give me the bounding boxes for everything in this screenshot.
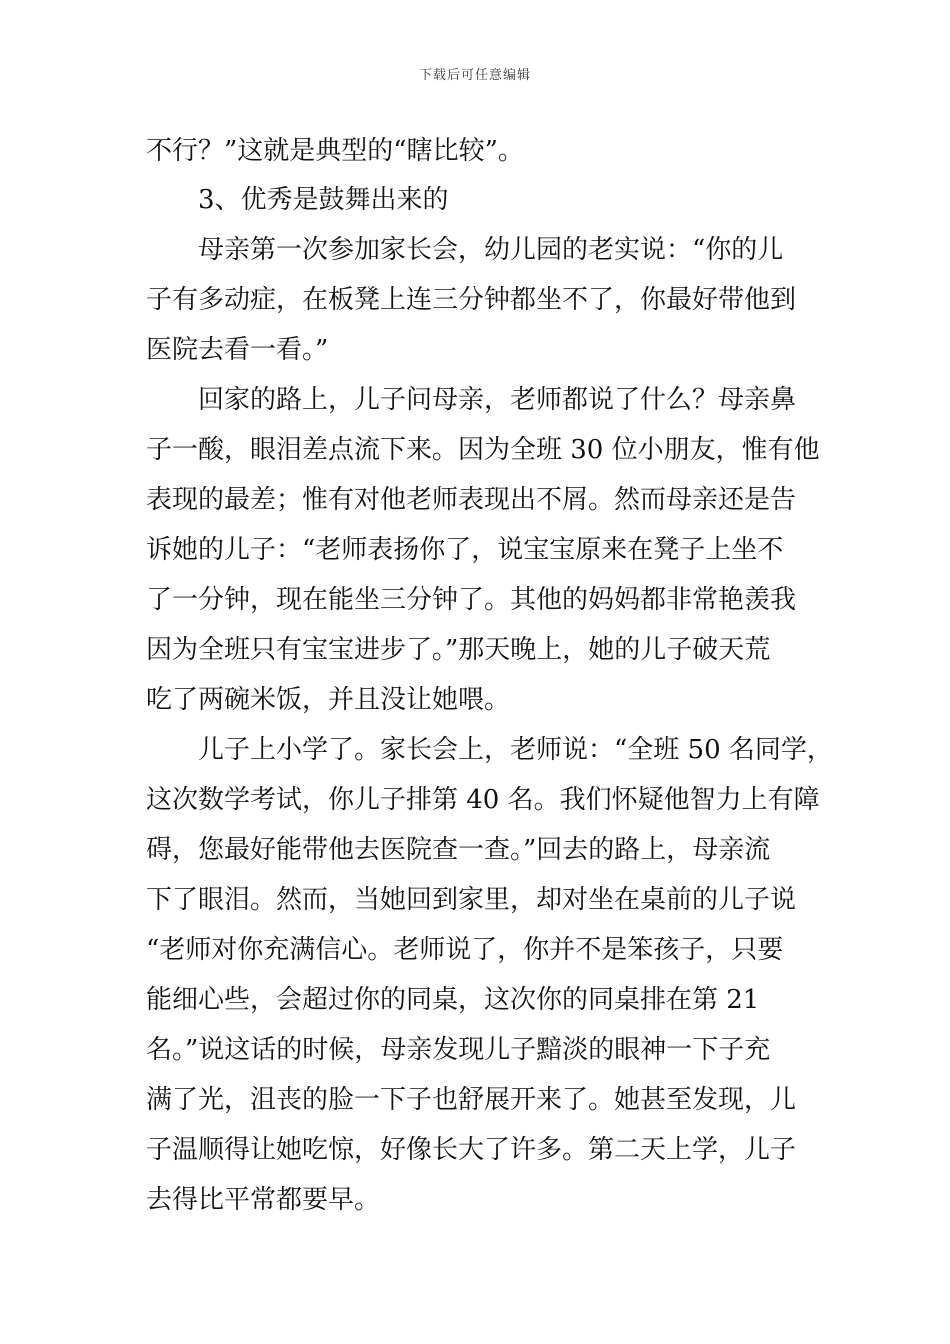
section-heading: 3、优秀是鼓舞出来的 <box>198 185 449 215</box>
text-line: 表现的最差；惟有对他老师表现出不屑。然而母亲还是告 <box>146 485 797 515</box>
text-line: 回家的路上，儿子问母亲，老师都说了什么？母亲鼻 <box>198 385 797 415</box>
text-line: 吃了两碗米饭，并且没让她喂。 <box>146 685 511 715</box>
text-line: 下了眼泪。然而，当她回到家里，却对坐在桌前的儿子说 <box>146 885 797 915</box>
text-line: 因为全班只有宝宝进步了。”那天晚上，她的儿子破天荒 <box>146 635 771 665</box>
text-line: “老师对你充满信心。老师说了，你并不是笨孩子，只要 <box>146 935 784 965</box>
text-line: 满了光，沮丧的脸一下子也舒展开来了。她甚至发现，儿 <box>146 1085 797 1115</box>
text-line: 子一酸，眼泪差点流下来。因为全班 30 位小朋友，惟有他 <box>146 435 820 465</box>
text-line: 诉她的儿子：“老师表扬你了，说宝宝原来在凳子上坐不 <box>146 535 784 565</box>
text-line: 子温顺得让她吃惊，好像长大了许多。第二天上学，儿子 <box>146 1135 797 1165</box>
text-line: 不行？”这就是典型的“瞎比较”。 <box>146 136 524 166</box>
text-line: 了一分钟，现在能坐三分钟了。其他的妈妈都非常艳羡我 <box>146 585 797 615</box>
text-line: 子有多动症，在板凳上连三分钟都坐不了，你最好带他到 <box>146 285 797 315</box>
page-header: 下载后可任意编辑 <box>418 68 531 83</box>
text-line: 去得比平常都要早。 <box>146 1185 381 1215</box>
text-line: 医院去看一看。” <box>146 335 329 365</box>
text-line: 母亲第一次参加家长会，幼儿园的老实说：“你的儿 <box>198 235 784 265</box>
text-line: 能细心些，会超过你的同桌，这次你的同桌排在第 21 <box>146 985 760 1015</box>
text-line: 碍，您最好能带他去医院查一查。”回去的路上，母亲流 <box>146 835 771 865</box>
text-line: 儿子上小学了。家长会上，老师说：“全班 50 名同学， <box>198 735 833 765</box>
text-line: 这次数学考试，你儿子排第 40 名。我们怀疑他智力上有障 <box>146 785 820 815</box>
text-line: 名。”说这话的时候，母亲发现儿子黯淡的眼神一下子充 <box>146 1035 771 1065</box>
